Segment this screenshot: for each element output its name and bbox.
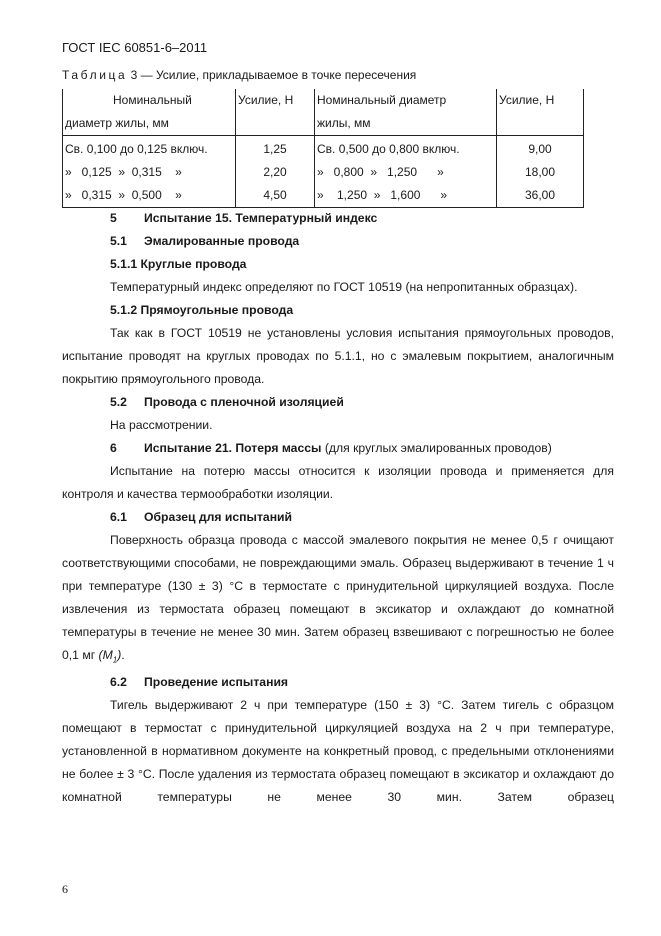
cell-diameter: Св. 0,500 до 0,800 включ. <box>315 136 497 162</box>
document-body <box>62 207 614 809</box>
cell-force: 4,50 <box>236 184 315 208</box>
section-heading-5-1-1: 5.1.1 Круглые провода <box>110 257 247 271</box>
table-header-row <box>63 89 584 136</box>
cell-diameter: » 0,315 » 0,500 » <box>63 184 236 208</box>
section-heading-5: 5 Испытание 15. Температурный индекс <box>110 211 378 225</box>
table-row <box>63 136 584 162</box>
cell-force: 2,20 <box>236 161 315 184</box>
table-row <box>63 161 584 184</box>
paragraph-5-2: На рассмотрении. <box>110 418 213 432</box>
section-heading-5-2: 5.2 Провода с пленочной изоляцией <box>110 395 344 409</box>
header-diameter-2: Номинальный диаметр жилы, мм <box>315 89 497 136</box>
cell-force: 36,00 <box>497 184 584 208</box>
paragraph-6: Испытание на потерю массы относится к изоляции провода и применяется для контроля и качества термообработки изоляции. <box>62 464 614 501</box>
section-heading-6: 6 Испытание 21. Потеря массы (для круглых эмалированных проводов) <box>110 441 552 455</box>
mass-symbol: $(M_1)$ <box>98 648 122 665</box>
paragraph-6-1: Поверхность образца провода с массой эмалевого покрытия не менее 0,5 г очищают соответствующими способами, не повреждающими эмаль. Образец выдерживают в течение 1 ч при температуре (130 ± 3) °С в термостате с принудительной циркуляцией воздуха. После извлечения из термостата образец помещают в эксикатор и охлаждают до комнатной температуры в течение не менее 30 мин. Затем образец взвешивают с погрешностью не более 0,1 мг $(M_1)$. <box>62 533 614 665</box>
force-table <box>62 89 584 208</box>
table-caption <box>62 68 416 82</box>
section-heading-5-1: 5.1 Эмалированные провода <box>110 234 300 248</box>
cell-force: 18,00 <box>497 161 584 184</box>
table-caption-text: 3 — Усилие, прикладываемое в точке пересечения <box>127 68 417 82</box>
paragraph-5-1-2: Так как в ГОСТ 10519 не установлены условия испытания прямоугольных проводов, испытание проводят на круглых проводах по 5.1.1, но с эмалевым покрытием, аналогичным покрытию прямоугольного провода. <box>62 326 614 386</box>
cell-diameter: » 0,125 » 0,315 » <box>63 161 236 184</box>
header-force-2: Усилие, Н <box>497 89 584 136</box>
document-code: ГОСТ IEC 60851-6–2011 <box>62 40 208 55</box>
header-force-1: Усилие, Н <box>236 89 315 136</box>
paragraph-5-1-1: Температурный индекс определяют по ГОСТ 10519 (на непропитанных образцах). <box>110 280 578 294</box>
section-heading-5-1-2: 5.1.2 Прямоугольные провода <box>110 303 294 317</box>
page-number: 6 <box>62 882 68 896</box>
header-diameter-1: Номинальный диаметр жилы, мм <box>63 89 236 136</box>
cell-force: 1,25 <box>236 136 315 162</box>
cell-force: 9,00 <box>497 136 584 162</box>
cell-diameter: » 0,800 » 1,250 » <box>315 161 497 184</box>
cell-diameter: Св. 0,100 до 0,125 включ. <box>63 136 236 162</box>
table-row <box>63 184 584 208</box>
section-heading-6-2: 6.2 Проведение испытания <box>110 675 289 690</box>
section-heading-6-1: 6.1 Образец для испытаний <box>110 510 293 524</box>
paragraph-6-2: Тигель выдерживают 2 ч при температуре (150 ± 3) °С. Затем тигель с образцом помещают в термостат с принудительной циркуляцией воздуха на 2 ч при температуре, установленной в нормативном документе на конкретный провод, с предельными отклонениями не более ± 3 °С. После удаления из термостата образец помещают в эксикатор и охлаждают до комнатной температуры не менее 30 мин. Затем образец <box>62 698 614 805</box>
table-caption-word: Таблица <box>62 68 128 82</box>
cell-diameter: » 1,250 » 1,600 » <box>315 184 497 208</box>
